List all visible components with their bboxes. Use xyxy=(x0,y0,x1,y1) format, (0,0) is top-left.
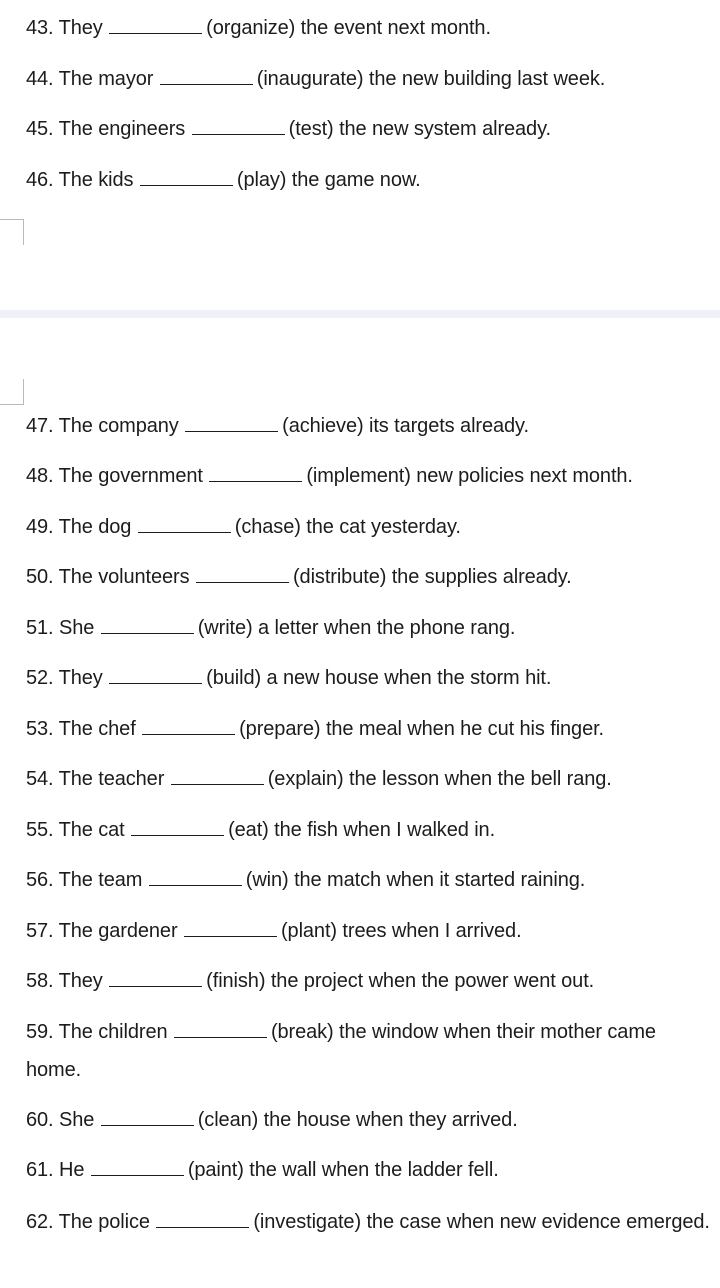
question-44: 44. The mayor (inaugurate) the new building last week. xyxy=(26,60,711,98)
question-50: 50. The volunteers (distribute) the supplies already. xyxy=(26,558,711,596)
answer-blank xyxy=(142,714,235,735)
page-end-corner-mark xyxy=(0,219,24,245)
answer-blank xyxy=(140,165,233,186)
answer-blank xyxy=(171,764,264,785)
page-start-corner-mark xyxy=(0,379,24,405)
answer-blank xyxy=(149,865,242,886)
question-61: 61. He (paint) the wall when the ladder fell. xyxy=(26,1151,711,1189)
question-45: 45. The engineers (test) the new system already. xyxy=(26,110,711,148)
question-54: 54. The teacher (explain) the lesson when the bell rang. xyxy=(26,760,711,798)
question-57: 57. The gardener (plant) trees when I arrived. xyxy=(26,912,711,950)
question-59: 59. The children (break) the window when their mother came home. xyxy=(26,1013,711,1089)
page-break-gap xyxy=(0,310,720,318)
question-53: 53. The chef (prepare) the meal when he cut his finger. xyxy=(26,710,711,748)
answer-blank xyxy=(101,1105,194,1126)
answer-blank xyxy=(109,663,202,684)
question-47: 47. The company (achieve) its targets already. xyxy=(26,407,711,445)
question-49: 49. The dog (chase) the cat yesterday. xyxy=(26,508,711,546)
question-51: 51. She (write) a letter when the phone rang. xyxy=(26,609,711,647)
question-60: 60. She (clean) the house when they arrived. xyxy=(26,1101,711,1139)
question-55: 55. The cat (eat) the fish when I walked in. xyxy=(26,811,711,849)
question-56: 56. The team (win) the match when it started raining. xyxy=(26,861,711,899)
answer-blank xyxy=(192,114,285,135)
question-62: 62. The police (investigate) the case when new evidence emerged. xyxy=(26,1203,711,1241)
answer-blank xyxy=(109,966,202,987)
answer-blank xyxy=(160,64,253,85)
answer-blank xyxy=(196,562,289,583)
answer-blank xyxy=(185,411,278,432)
answer-blank xyxy=(184,916,277,937)
question-52: 52. They (build) a new house when the storm hit. xyxy=(26,659,711,697)
answer-blank xyxy=(156,1207,249,1228)
answer-blank xyxy=(138,512,231,533)
answer-blank xyxy=(174,1017,267,1038)
question-46: 46. The kids (play) the game now. xyxy=(26,161,711,199)
answer-blank xyxy=(91,1155,184,1176)
answer-blank xyxy=(131,815,224,836)
question-58: 58. They (finish) the project when the power went out. xyxy=(26,962,711,1000)
answer-blank xyxy=(109,13,202,34)
answer-blank xyxy=(101,613,194,634)
question-43: 43. They (organize) the event next month. xyxy=(26,9,711,47)
answer-blank xyxy=(209,461,302,482)
question-48: 48. The government (implement) new policies next month. xyxy=(26,457,711,495)
